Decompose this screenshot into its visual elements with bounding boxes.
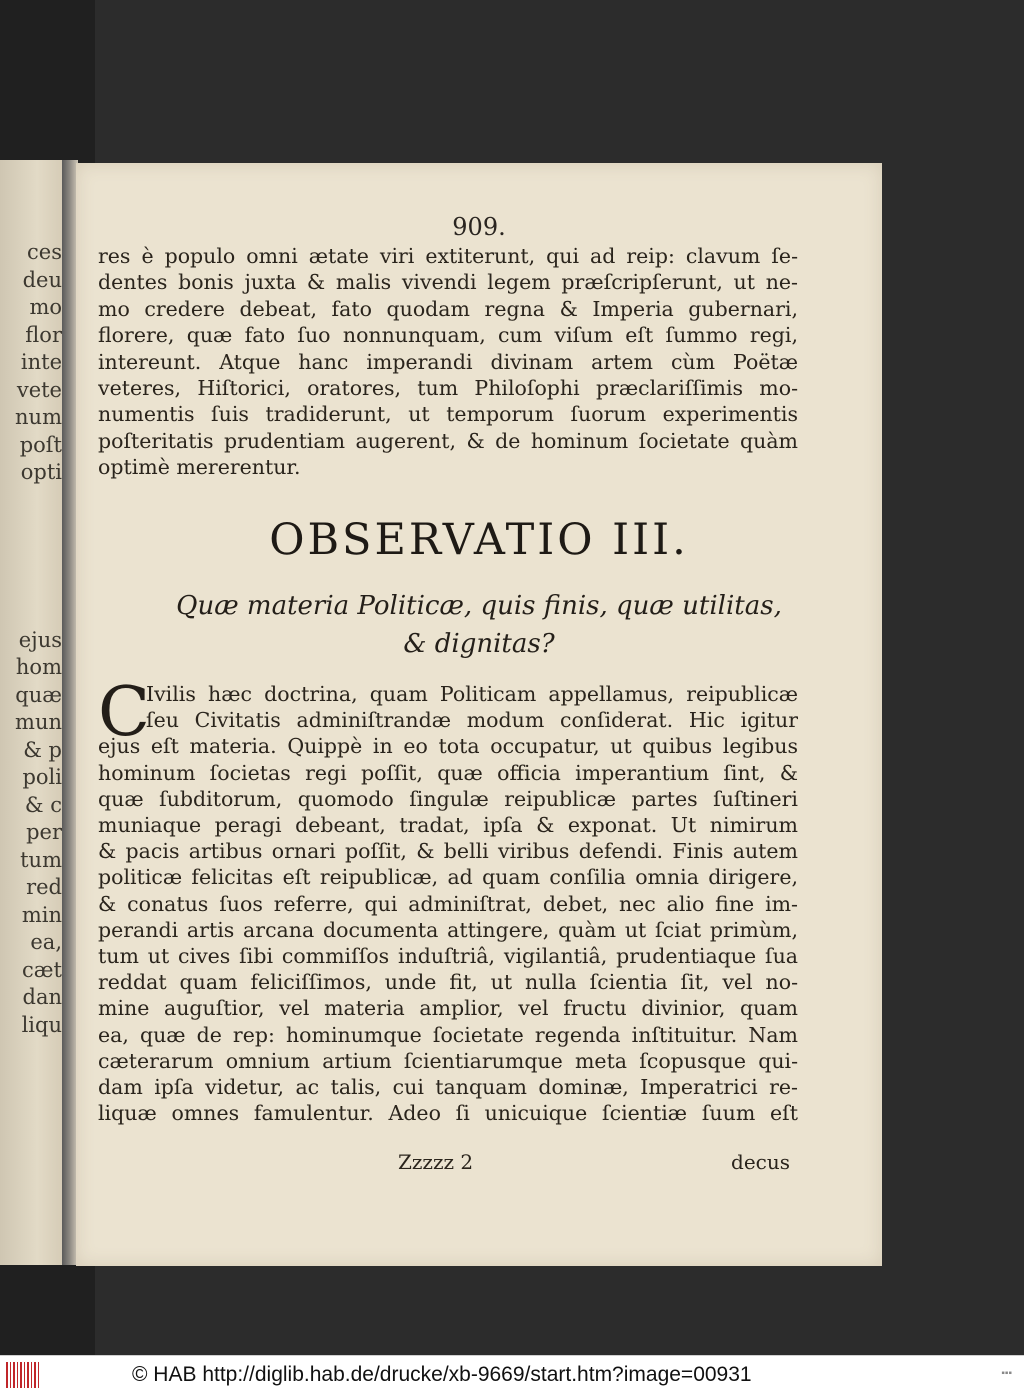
text-line: florere, quæ fato ſuo nonnunquam, cum viſum eſt ſummo regi, — [98, 323, 798, 348]
facing-text-fragment: ea, — [30, 930, 62, 954]
facing-text-fragment: mun — [15, 710, 62, 734]
text-line: perandi artis arcana documenta attingere, quàm ut ſciat primùm, — [98, 917, 798, 942]
text-line: res è populo omni ætate viri extiterunt, qui ad reip: clavum ſe- — [98, 244, 798, 268]
facing-text-fragment: ejus — [18, 627, 62, 652]
facing-text-fragment: mo — [29, 295, 62, 319]
text-line: ejus eſt materia. Quippè in eo tota occupatur, ut quibus legibus — [98, 734, 798, 759]
text-line: tum ut cives ſibi commiſſos induſtriâ, vigilantiâ, prudentiaque ſua — [98, 944, 798, 969]
facing-text-fragment: deu — [22, 267, 62, 292]
facing-text-fragment: min — [21, 902, 62, 927]
facing-text-fragment: & c — [24, 792, 62, 817]
text-line: intereunt. Atque hanc imperandi divinam artem cùm Poëtæ — [98, 349, 798, 374]
facing-page — [0, 160, 63, 1265]
facing-text-fragment: liqu — [21, 1012, 62, 1037]
footer-bar — [0, 1355, 1024, 1395]
text-line: veteres, Hiſtorici, oratores, tum Philoſophi præclariſſimis mo- — [98, 376, 798, 401]
page-foot — [98, 1150, 798, 1178]
facing-text-fragment: inte — [20, 350, 62, 374]
facing-text-fragment: ces — [27, 240, 62, 264]
text-line: dam ipſa videtur, ac talis, cui tanquam dominæ, Imperatrici re- — [98, 1075, 798, 1100]
hab-logo-icon — [6, 1362, 40, 1388]
text-line: reddat quam feliciſſimos, unde fit, ut nulla ſcientia ſit, vel no- — [98, 970, 798, 995]
page-number: 909. — [452, 213, 506, 241]
facing-text-fragment: flor — [25, 322, 62, 347]
text-line: mo credere debeat, fato quodam regna & Imperia gubernari, — [98, 296, 798, 321]
subheading-line: Quæ materia Politicæ, quis finis, quæ utilitas, — [176, 591, 782, 621]
text-line: ea, quæ de rep: hominumque ſocietate regenda inſtituitur. Nam — [98, 1022, 798, 1047]
top-paragraph — [98, 243, 798, 481]
text-line: politicæ felicitas eſt reipublicæ, ad quam conſilia omnia dirigere, — [98, 865, 798, 890]
facing-text-fragment: dan — [22, 985, 62, 1009]
book-page — [76, 163, 882, 1266]
text-line: ſeu Civitatis adminiſtrandæ modum conſiderat. Hic igitur — [146, 708, 798, 733]
facing-text-fragment: poſt — [19, 432, 62, 457]
section-heading: OBSERVATIO III. — [269, 515, 689, 565]
text-line: hominum ſocietas regi poſſit, quæ officia imperantium ſint, & — [98, 760, 798, 785]
signature-mark: Zzzzz 2 — [398, 1150, 474, 1174]
catchword: decus — [731, 1150, 790, 1174]
text-line: mine auguſtior, vel materia amplior, vel fructu divinior, quam — [98, 996, 798, 1021]
text-line: numentis ſuis tradiderunt, ut temporum ſuorum experimentis — [98, 402, 798, 427]
facing-text-fragment: vete — [16, 377, 62, 402]
footer-marks: ▪▪▪ — [1001, 1368, 1012, 1379]
facing-text-fragment: tum — [20, 847, 62, 872]
text-line: & pacis artibus ornari poſſit, & belli viribus defendi. Finis autem — [98, 839, 798, 864]
text-line: optimè mererentur. — [98, 455, 301, 480]
subheading-line: & dignitas? — [403, 629, 555, 659]
text-line: quæ ſubditorum, quomodo ſingulæ reipublicæ partes ſuſtineri — [98, 786, 798, 811]
drop-capital: C — [98, 673, 151, 752]
section-subheading — [76, 587, 882, 663]
facing-text-fragment: red — [26, 875, 62, 899]
text-line: liquæ omnes famulentur. Adeo ſi unicuique ſcientiæ ſuum eſt — [98, 1101, 798, 1126]
facing-text-fragment: per — [26, 820, 62, 844]
facing-text-fragment: quæ — [15, 682, 62, 707]
facing-text-fragment: cæt — [22, 957, 62, 982]
body-paragraph — [98, 673, 798, 1126]
copyright-link[interactable]: © HAB http://diglib.hab.de/drucke/xb-9669/start.htm?image=00931 — [132, 1363, 752, 1386]
facing-text-fragment: poli — [22, 765, 62, 789]
text-line: Ivilis hæc doctrina, quam Politicam appellamus, reipublicæ — [146, 682, 798, 706]
text-line: dentes bonis juxta & malis vivendi legem præſcripſerunt, ut ne- — [98, 270, 798, 295]
facing-text-fragment: num — [15, 405, 62, 429]
text-line: poſteritatis prudentiam augerent, & de hominum ſocietate quàm — [98, 428, 798, 453]
facing-text-fragment: opti — [20, 460, 62, 484]
text-line: cæterarum omnium artium ſcientiarumque meta ſcopusque qui- — [98, 1048, 798, 1073]
facing-text-fragment: hom — [15, 655, 62, 679]
text-line: & conatus ſuos referre, qui adminiſtrat, debet, nec alio fine im- — [98, 891, 798, 916]
text-line: muniaque peragi debeant, tradat, ipſa & exponat. Ut nimirum — [98, 813, 798, 838]
facing-text-fragment: & p — [23, 737, 62, 762]
